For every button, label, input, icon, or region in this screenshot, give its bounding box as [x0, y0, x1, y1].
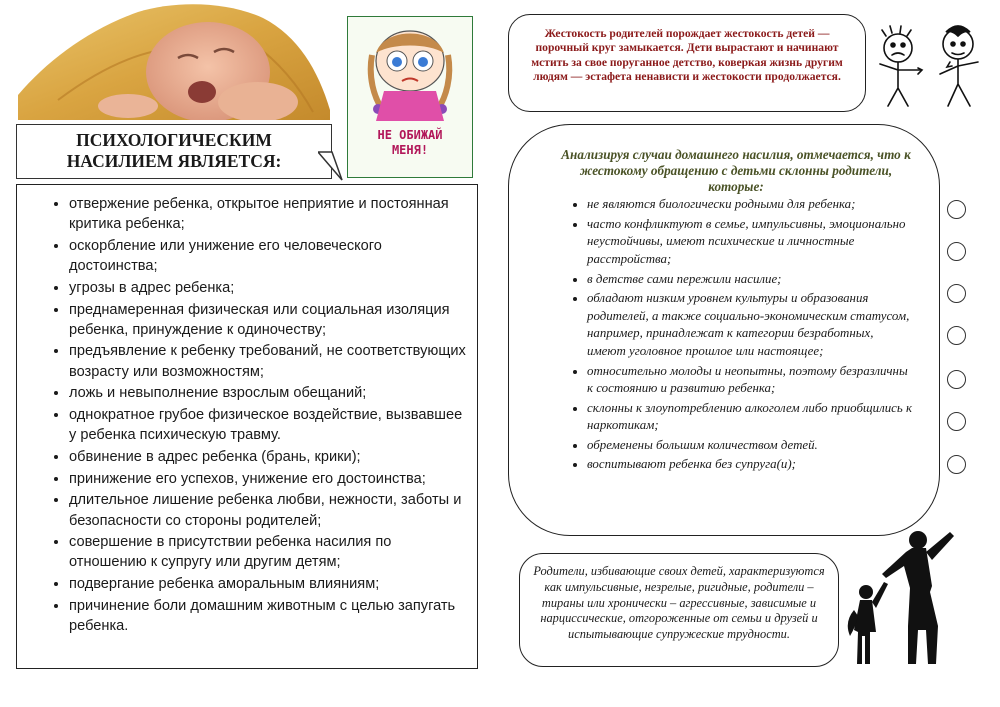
psychological-violence-list	[16, 184, 478, 669]
list-item: • относительно молоды и неопытны, поэтому безразличны к состоянию и развитию ребенка;	[587, 363, 913, 399]
list-item: • однократное грубое физическое воздействие, вызвавшее у ребенка психическую травму.	[69, 405, 467, 445]
list-item: • в детстве сами пережили насилие;	[587, 271, 913, 289]
binder-ring-icon	[947, 455, 966, 474]
binder-ring-icon	[947, 200, 966, 219]
analysis-list	[559, 196, 913, 473]
binder-ring-icon	[947, 326, 966, 345]
list-item: • отвержение ребенка, открытое неприятие и постоянная критика ребенка;	[69, 194, 467, 234]
list-item: • подвергание ребенка аморальным влияниям;	[69, 574, 467, 594]
list-item: • длительное лишение ребенка любви, нежности, заботы и безопасности со стороны родителей;	[69, 490, 467, 530]
binder-ring-icon	[947, 412, 966, 431]
binder-ring-icon	[947, 370, 966, 389]
abusive-parents-quote-text: Родители, избивающие своих детей, характеризуются как импульсивные, незрелые, ригидные, родители – тираны или хронически – агрессивные, зависимые и нарциссические, отгороженные от семьи и друзей и испытывающие супружеские трудности.	[533, 564, 825, 642]
list-item: • склонны к злоупотреблению алкоголем либо приобщились к наркотикам;	[587, 400, 913, 436]
list-item: • обладают низким уровнем культуры и образования родителей, а также социально-экономическим статусом, например, принадлежат к категории безработных, имеют уголовное прошлое или настоящее;	[587, 290, 913, 361]
callout-tail	[300, 150, 344, 182]
list-item: • преднамеренная физическая или социальная изоляция ребенка, принуждение к одиночеству;	[69, 300, 467, 340]
list-item: • не являются биологически родными для ребенка;	[587, 196, 913, 214]
cruelty-quote-text: Жестокость родителей порождает жестокость детей — порочный круг замыкается. Дети вырастают и начинают мстить за свое поруганное детство, коверкая жизнь другим людям — эстафета ненависти и жестокости продолжается.	[531, 27, 843, 83]
list-item: • совершение в присутствии ребенка насилия по отношению к супругу или другим детям;	[69, 532, 467, 572]
binder-ring-icon	[947, 284, 966, 303]
binder-ring-icon	[947, 242, 966, 261]
section-title	[16, 124, 332, 179]
poster-caption-line1: НЕ ОБИЖАЙ	[377, 128, 443, 142]
list-item: • угрозы в адрес ребенка;	[69, 278, 467, 298]
girl-drawing-icon	[348, 17, 472, 121]
abusive-parents-quote-box	[519, 553, 839, 667]
section-title-line2: НАСИЛИЕМ ЯВЛЯЕТСЯ:	[66, 151, 282, 171]
analysis-heading: Анализируя случаи домашнего насилия, отмечается, что к жестокому обращению с детьми склонны родители, которые:	[561, 147, 911, 194]
list-item: • воспитывают ребенка без супруга(и);	[587, 456, 913, 474]
list-item: • часто конфликтуют в семье, импульсивны, эмоционально неустойчивы, имеют психические и личностные расстройства;	[587, 216, 913, 269]
list-item: • обременены большим количеством детей.	[587, 437, 913, 455]
fighting-kids-drawing-icon	[870, 18, 988, 110]
adult-scolding-child-silhouette-icon	[846, 526, 966, 670]
list-item: • причинение боли домашним животным с целью запугать ребенка.	[69, 596, 467, 636]
cruelty-quote-box	[508, 14, 866, 112]
bullet-list	[47, 194, 467, 636]
list-item: • обвинение в адрес ребенка (брань, крики);	[69, 447, 467, 467]
list-item: • предъявление к ребенку требований, не соответствующих возрасту или возможностям;	[69, 341, 467, 381]
dont-hurt-me-poster	[347, 16, 473, 178]
list-item: • ложь и невыполнение взрослым обещаний;	[69, 383, 467, 403]
section-title-line1: ПСИХОЛОГИЧЕСКИМ	[76, 130, 272, 150]
poster-caption-line2: МЕНЯ!	[391, 143, 429, 157]
list-item: • оскорбление или унижение его человеческого достоинства;	[69, 236, 467, 276]
list-item: • принижение его успехов, унижение его достоинства;	[69, 469, 467, 489]
abusive-parents-analysis	[508, 124, 940, 536]
crying-baby-photo	[18, 0, 330, 120]
